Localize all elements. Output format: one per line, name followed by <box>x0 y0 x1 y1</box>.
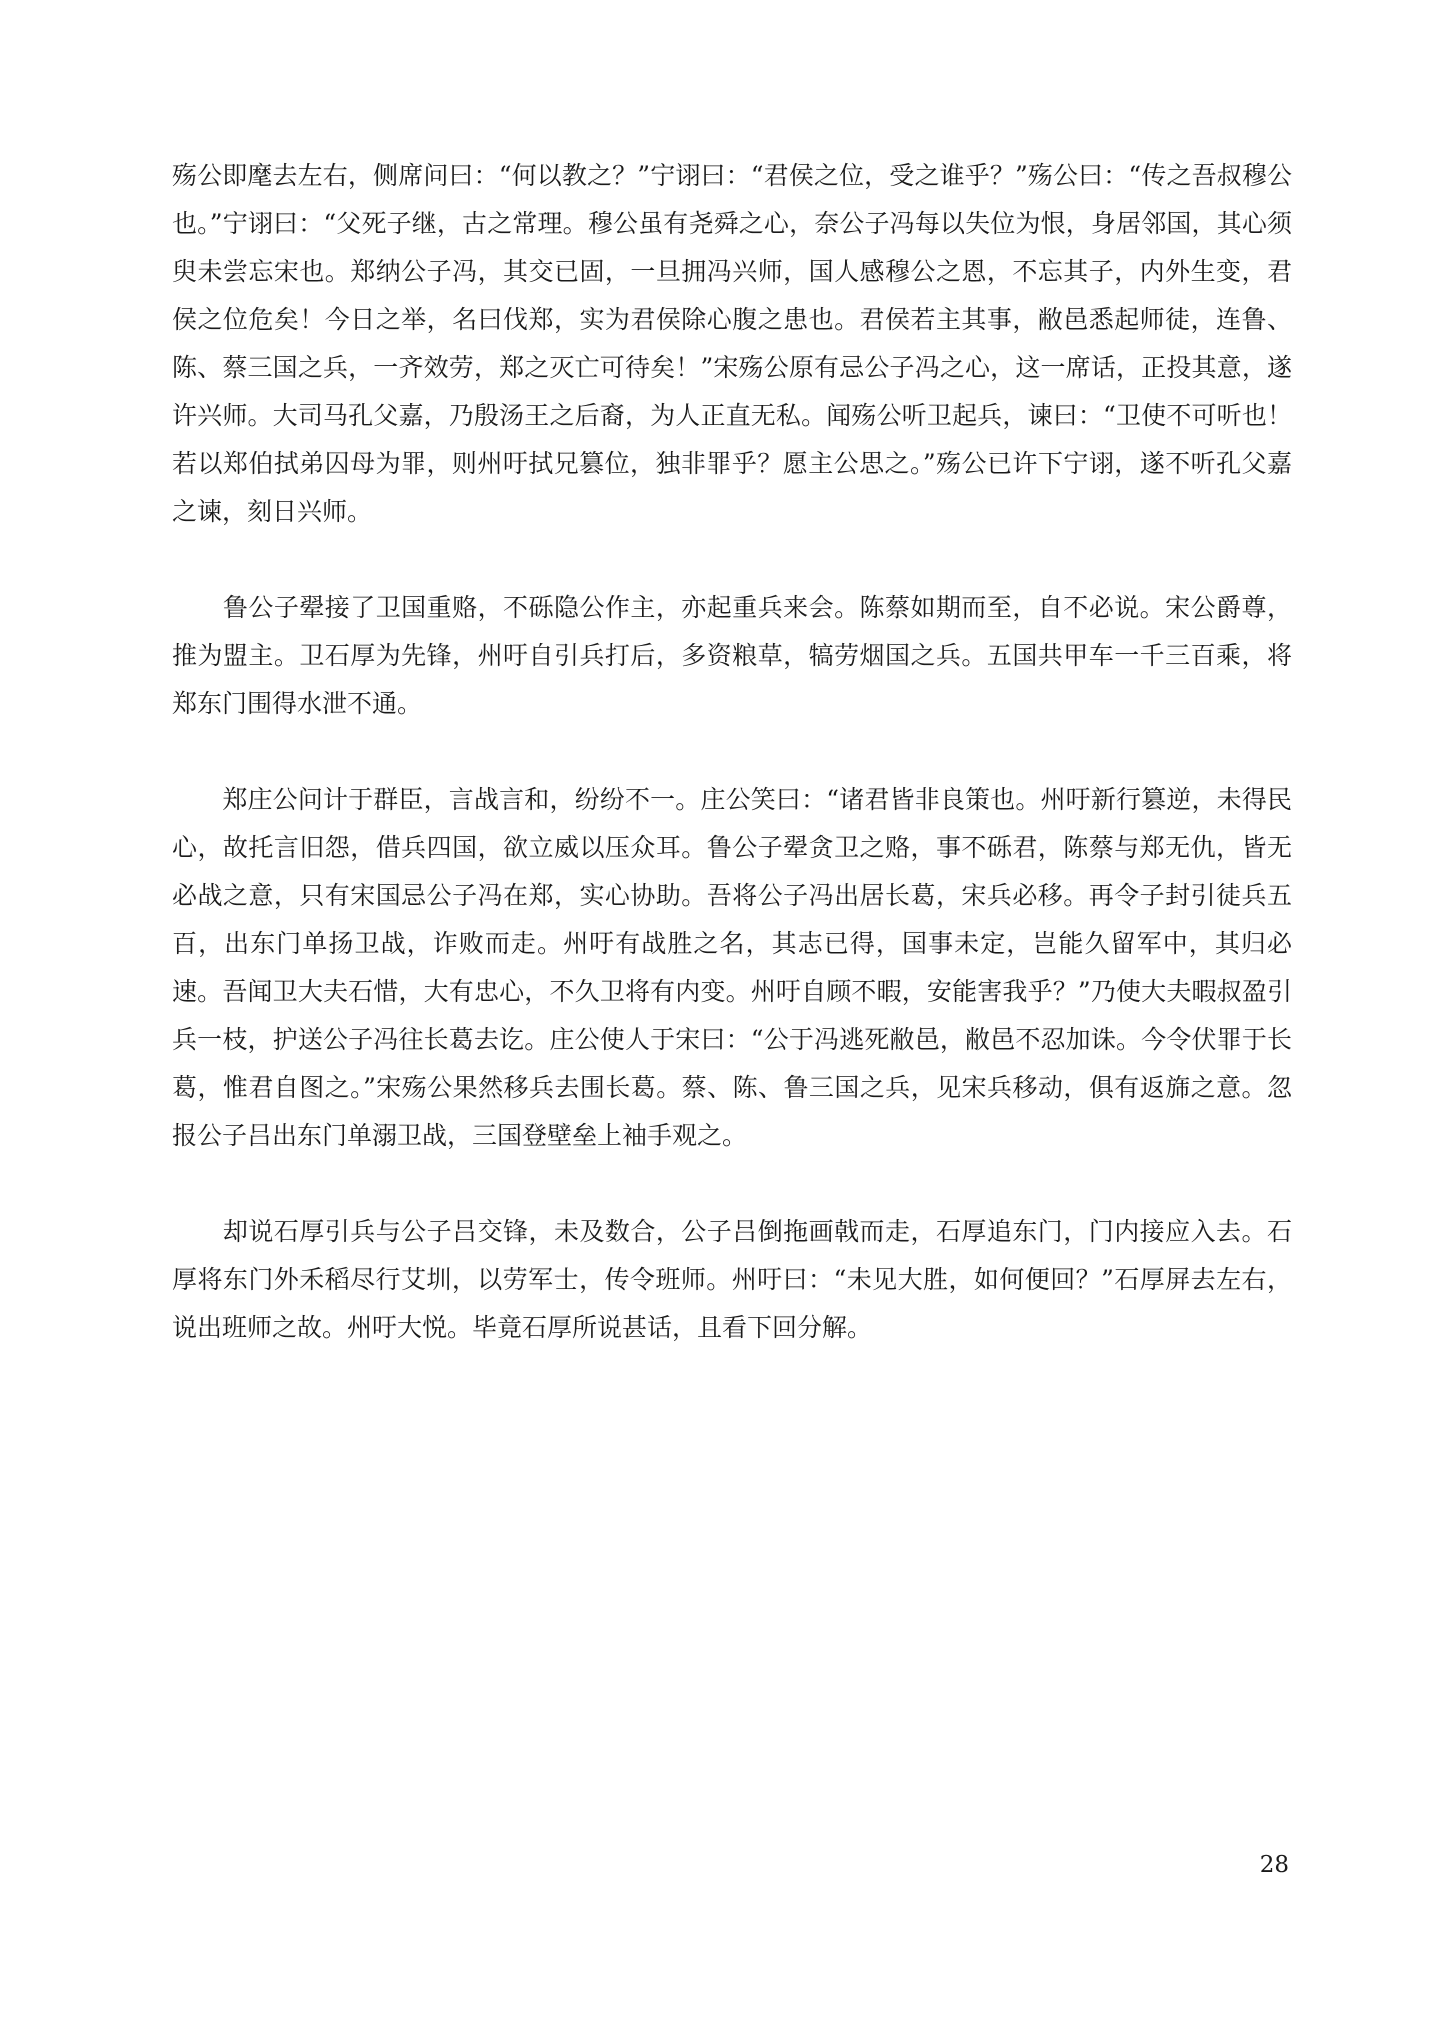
body-text <box>172 152 1292 1352</box>
paragraph-3: 郑庄公问计于群臣，言战言和，纷纷不一。庄公笑曰：“诸君皆非良策也。州吁新行篡逆，未得民心，故托言旧怨，借兵四国，欲立威以压众耳。鲁公子翚贪卫之赂，事不砾君，陈蔡与郑无仇，皆无必战之意，只有宋国忌公子冯在郑，实心协助。吾将公子冯出居长葛，宋兵必移。再令子封引徒兵五百，出东门单扬卫战，诈败而走。州吁有战胜之名，其志已得，国事未定，岂能久留军中，其归必速。吾闻卫大夫石惜，大有忠心，不久卫将有内变。州吁自顾不暇，安能害我乎？”乃使大夫暇叔盈引兵一枝，护送公子冯往长葛去讫。庄公使人于宋曰：“公于冯逃死敝邑，敝邑不忍加诛。今令伏罪于长葛，惟君自图之。”宋殇公果然移兵去围长葛。蔡、陈、鲁三国之兵，见宋兵移动，俱有返旆之意。忽报公子吕出东门单溺卫战，三国登壁垒上袖手观之。 <box>172 785 1292 1150</box>
paragraph-1: 殇公即麾去左右，侧席问曰：“何以教之？”宁诩曰：“君侯之位，受之谁乎？”殇公曰：“传之吾叔穆公也。”宁诩曰：“父死子继，古之常理。穆公虽有尧舜之心，奈公子冯每以失位为恨，身居邻国，其心须臾未尝忘宋也。郑纳公子冯，其交已固，一旦拥冯兴师，国人感穆公之恩，不忘其子，内外生变，君侯之位危矣！今日之举，名曰伐郑，实为君侯除心腹之患也。君侯若主其事，敝邑悉起师徒，连鲁、陈、蔡三国之兵，一齐效劳，郑之灭亡可待矣！”宋殇公原有忌公子冯之心，这一席话，正投其意，遂许兴师。大司马孔父嘉，乃殷汤王之后裔，为人正直无私。闻殇公听卫起兵，谏曰：“卫使不可听也！若以郑伯拭弟囚母为罪，则州吁拭兄篡位，独非罪乎？愿主公思之。”殇公已许下宁诩，遂不听孔父嘉之谏，刻日兴师。 <box>172 161 1292 526</box>
paragraph-4: 却说石厚引兵与公子吕交锋，未及数合，公子吕倒拖画戟而走，石厚追东门，门内接应入去。石厚将东门外禾稻尽行艾圳，以劳军士，传令班师。州吁曰：“未见大胜，如何便回？”石厚屏去左右，说出班师之故。州吁大悦。毕竟石厚所说甚话，且看下回分解。 <box>172 1217 1292 1342</box>
page-number: 28 <box>1259 1852 1289 1878</box>
paragraph-2: 鲁公子翚接了卫国重赂，不砾隐公作主，亦起重兵来会。陈蔡如期而至，自不必说。宋公爵尊，推为盟主。卫石厚为先锋，州吁自引兵打后，多资粮草，犒劳烟国之兵。五国共甲车一千三百乘，将郑东门围得水泄不通。 <box>172 593 1292 718</box>
